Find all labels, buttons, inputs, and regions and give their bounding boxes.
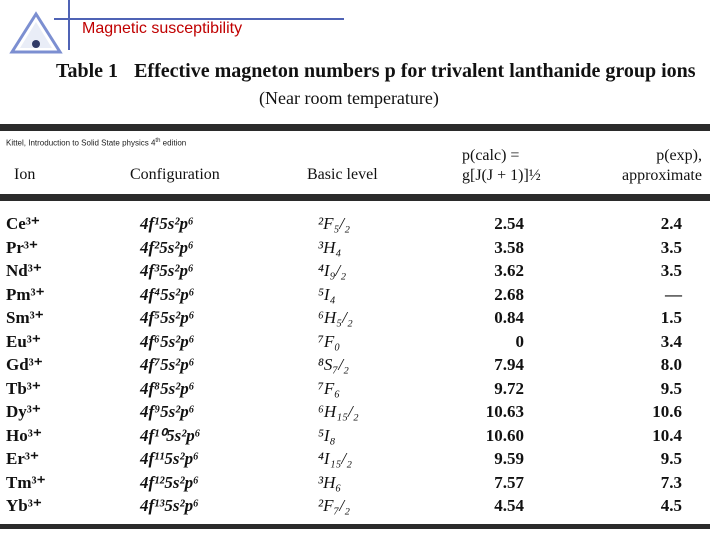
p-calc-cell: 3.58 (494, 237, 524, 257)
table-row (0, 379, 720, 403)
table-bottom-rule (0, 524, 710, 529)
table-subtitle: (Near room temperature) (259, 88, 439, 108)
header-vertical-rule (68, 0, 70, 50)
configuration-cell: 4f⁸5s²p⁶ (140, 378, 195, 398)
source-credit: Kittel, Introduction to Solid State physics 4th edition (6, 138, 187, 148)
table-row (0, 238, 720, 262)
p-exp-cell: 3.4 (660, 331, 682, 351)
basic-level-cell: ³H₄ (318, 237, 342, 257)
ion-cell: Pr³⁺ (6, 237, 38, 257)
p-calc-cell: 0 (515, 331, 524, 351)
ion-cell: Tm³⁺ (6, 472, 46, 492)
table-row (0, 355, 720, 379)
p-exp-cell: 1.5 (660, 308, 682, 327)
p-calc-cell: 2.68 (494, 284, 524, 304)
p-exp-cell: 3.5 (660, 261, 682, 280)
p-calc-cell: 9.59 (494, 449, 524, 468)
table-caption (56, 60, 696, 83)
header-p-calc: p(calc) = g[J(J + 1)]½ (462, 147, 541, 184)
p-exp-cell: 3.5 (660, 237, 682, 257)
p-calc-cell: 2.54 (494, 214, 524, 233)
configuration-cell: 4f¹5s²p⁶ (140, 214, 194, 233)
p-exp-cell: 8.0 (660, 355, 682, 374)
basic-level-cell: ⁵I₄ (318, 284, 336, 304)
p-exp-cell: 2.4 (660, 214, 682, 233)
table-header-rule (0, 194, 710, 201)
configuration-cell: 4f¹²5s²p⁶ (140, 472, 199, 492)
ion-cell: Dy³⁺ (6, 402, 41, 421)
table-row (0, 261, 720, 285)
p-exp-cell: 4.5 (660, 496, 682, 515)
basic-level-cell: ⁸S₇/₂ (318, 355, 349, 374)
table-row (0, 308, 720, 332)
table-body (0, 214, 720, 520)
p-calc-cell: 9.72 (494, 378, 524, 398)
configuration-cell: 4f⁵5s²p⁶ (140, 308, 195, 327)
ion-cell: Pm³⁺ (6, 284, 45, 304)
configuration-cell: 4f¹⁰5s²p⁶ (140, 425, 201, 445)
configuration-cell: 4f⁷5s²p⁶ (140, 355, 195, 374)
ion-cell: Ho³⁺ (6, 425, 42, 445)
p-exp-cell: 10.6 (652, 402, 682, 421)
header-basic-level: Basic level (307, 166, 378, 183)
configuration-cell: 4f⁶5s²p⁶ (140, 331, 195, 351)
p-calc-cell: 3.62 (494, 261, 524, 280)
p-calc-cell: 10.60 (485, 425, 524, 445)
configuration-cell: 4f¹³5s²p⁶ (140, 496, 199, 515)
p-exp-cell: 10.4 (652, 425, 682, 445)
basic-level-cell: ⁵I₈ (318, 425, 336, 445)
table-row (0, 496, 720, 520)
configuration-cell: 4f⁴5s²p⁶ (140, 284, 195, 304)
p-exp-cell: 7.3 (660, 472, 682, 492)
basic-level-cell: ²F₇/₂ (318, 496, 351, 515)
table-row (0, 285, 720, 309)
table-row (0, 449, 720, 473)
table-row (0, 473, 720, 497)
p-calc-cell: 7.57 (494, 472, 524, 492)
ion-cell: Tb³⁺ (6, 378, 41, 398)
header-configuration: Configuration (130, 166, 220, 183)
configuration-cell: 4f³5s²p⁶ (140, 261, 194, 280)
p-exp-cell: 9.5 (660, 378, 682, 398)
p-calc-cell: 10.63 (485, 402, 524, 421)
ion-cell: Er³⁺ (6, 449, 39, 468)
table-row (0, 214, 720, 238)
slide-title: Magnetic susceptibility (82, 20, 243, 37)
table-row (0, 402, 720, 426)
basic-level-cell: ⁴I₉/₂ (318, 261, 347, 280)
ion-cell: Gd³⁺ (6, 355, 43, 374)
configuration-cell: 4f²5s²p⁶ (140, 237, 194, 257)
ion-cell: Ce³⁺ (6, 214, 40, 233)
basic-level-cell: ³H₆ (318, 472, 342, 492)
basic-level-cell: ⁶H₁₅/₂ (318, 402, 359, 421)
p-exp-cell: — (665, 284, 682, 304)
table-title: Effective magneton numbers p for trivalent lanthanide group ions (134, 60, 696, 82)
header-p-exp: p(exp), approximate (622, 147, 702, 184)
ion-cell: Eu³⁺ (6, 331, 41, 351)
ion-cell: Yb³⁺ (6, 496, 42, 515)
p-calc-cell: 4.54 (494, 496, 524, 515)
ion-cell: Sm³⁺ (6, 308, 44, 327)
p-calc-cell: 7.94 (494, 355, 524, 374)
basic-level-cell: ⁴I₁₅/₂ (318, 449, 353, 468)
header-ion: Ion (14, 166, 36, 183)
table-row (0, 332, 720, 356)
configuration-cell: 4f⁹5s²p⁶ (140, 402, 195, 421)
table-top-rule (0, 124, 710, 131)
table-label: Table 1 (56, 60, 119, 82)
table-row (0, 426, 720, 450)
basic-level-cell: ²F₅/₂ (318, 214, 351, 233)
configuration-cell: 4f¹¹5s²p⁶ (140, 449, 199, 468)
basic-level-cell: ⁷F₆ (318, 378, 341, 398)
ion-cell: Nd³⁺ (6, 261, 42, 280)
p-exp-cell: 9.5 (660, 449, 682, 468)
basic-level-cell: ⁷F₀ (318, 331, 341, 351)
p-calc-cell: 0.84 (494, 308, 524, 327)
basic-level-cell: ⁶H₅/₂ (318, 308, 353, 327)
